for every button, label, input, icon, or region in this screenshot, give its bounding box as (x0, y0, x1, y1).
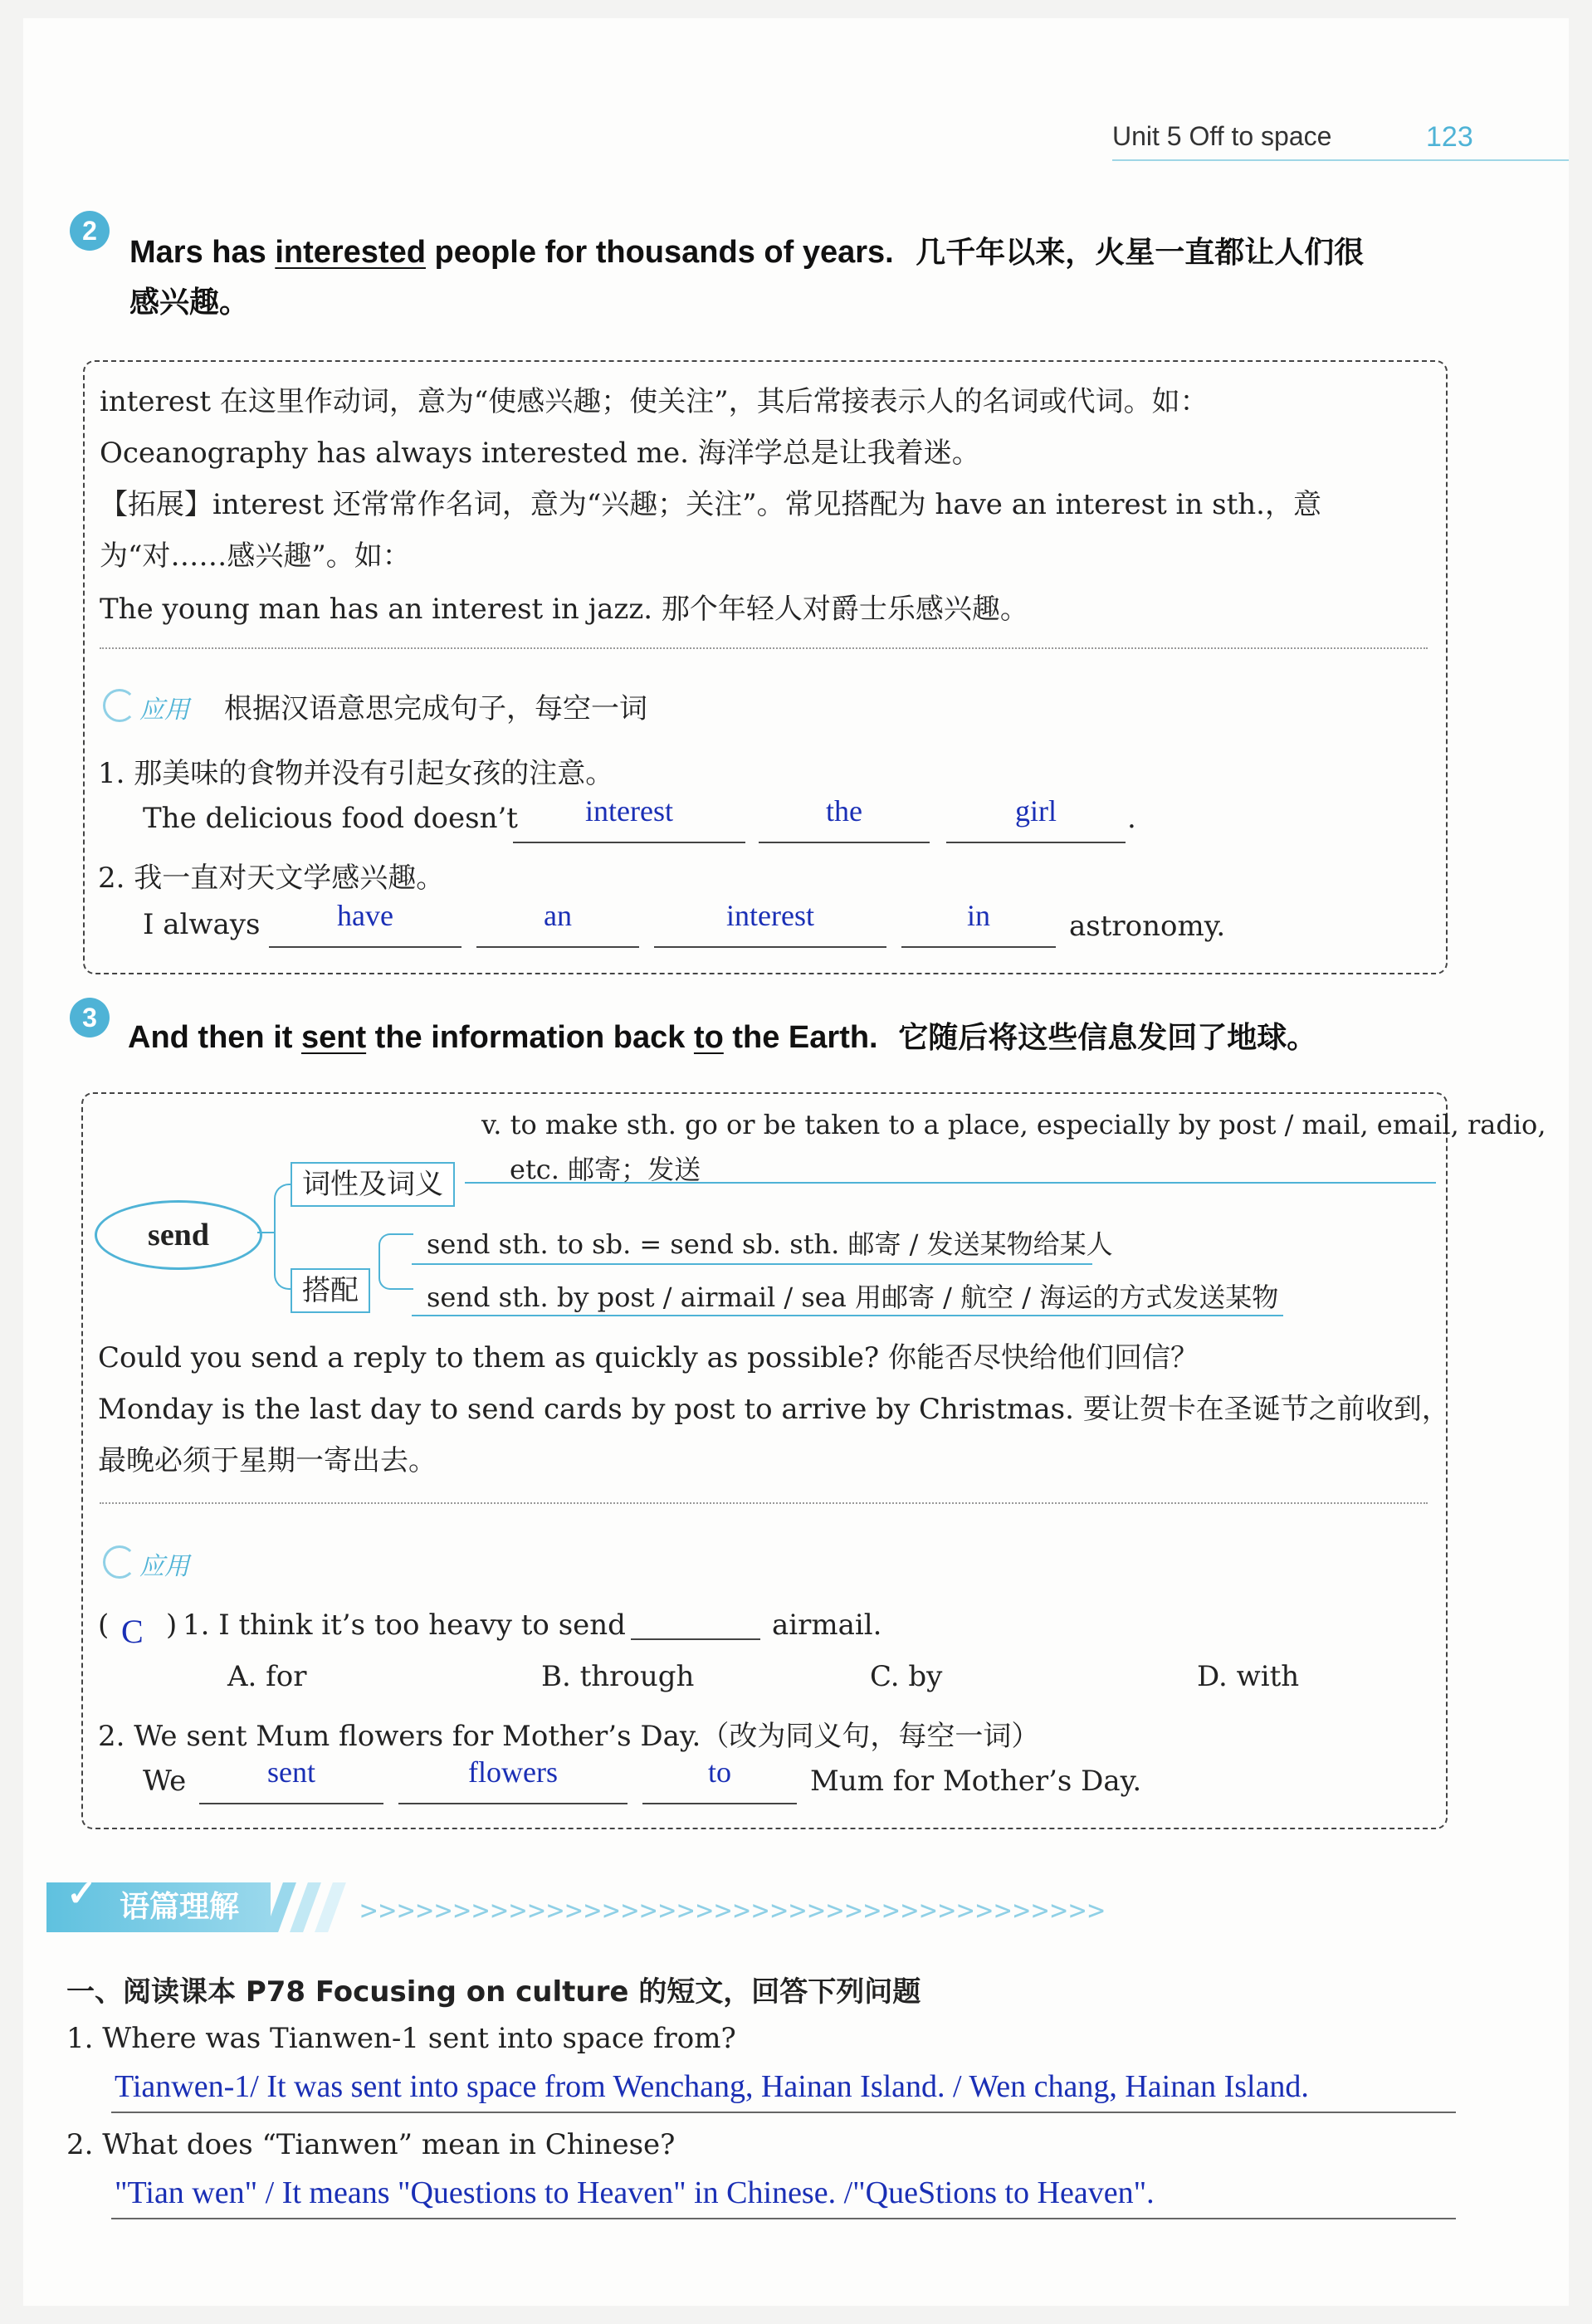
point-2-translation: 几千年以来，火星一直都让人们很 (916, 236, 1365, 270)
point-2-text-b: people (425, 235, 545, 270)
chevron-decoration: >>>>>>>>>>>>>>>>>>>>>>>>>>>>>>>>>>>>>>>> (360, 1894, 1106, 1927)
exercise-2-suffix: astronomy. (1069, 910, 1226, 943)
answer-blank[interactable]: flowers (398, 1755, 628, 1804)
reading-answer-1[interactable]: Tianwen-1/ It was sent into space from Wenchang, Hainan Island. / Wen chang, Hainan Island. (115, 2069, 1309, 2104)
note-divider (100, 647, 1428, 649)
point-3-translation: 它随后将这些信息发回了地球。 (898, 1021, 1317, 1055)
reading-answer-2[interactable]: "Tian wen" / It means "Questions to Heaven" in Chinese. /"QueStions to Heaven". (115, 2175, 1155, 2210)
apply-label: 应用 (139, 1552, 189, 1581)
mc-question-text: 1. I think it’s too heavy to send (183, 1609, 626, 1642)
point-2-text-c: for thousands of years. (545, 235, 894, 270)
mc-question-suffix: airmail. (772, 1609, 882, 1642)
question-blank (631, 1638, 760, 1640)
point-3-text-a: And then it (128, 1020, 301, 1055)
answer-line (111, 2112, 1456, 2113)
exercise-2-prefix: I always (143, 908, 261, 941)
option-c[interactable]: C. by (870, 1660, 943, 1693)
connector (412, 1263, 1092, 1265)
answer-blank[interactable]: an (476, 898, 639, 948)
exercise-2-chinese: 2. 我一直对天文学感兴趣。 (98, 862, 445, 895)
option-b[interactable]: B. through (541, 1660, 695, 1693)
collocation-1: send sth. to sb. = send sb. sth. 邮寄 / 发送某物给某人 (427, 1228, 1113, 1260)
tag-part-of-speech: 词性及词义 (291, 1162, 455, 1207)
answer-paren-left: ( (98, 1609, 110, 1642)
tag-collocation: 搭配 (291, 1268, 370, 1313)
note-divider (100, 1502, 1428, 1504)
rewrite-prefix: We (143, 1765, 187, 1798)
connector (412, 1315, 1283, 1316)
collocation-2: send sth. by post / airmail / sea 用邮寄 / 航空 / 海运的方式发送某物 (427, 1282, 1279, 1313)
section-title: 一、阅读课本 P78 Focusing on culture 的短文，回答下列问题 (66, 1975, 921, 2009)
apply-icon (103, 689, 136, 722)
answer-blank[interactable]: interest (654, 898, 886, 948)
answer-paren-right: ) (166, 1609, 178, 1642)
option-a[interactable]: A. for (227, 1660, 307, 1693)
rewrite-suffix: Mum for Mother’s Day. (810, 1765, 1142, 1798)
note-line-5: The young man has an interest in jazz. 那个年轻人对爵士乐感兴趣。 (100, 593, 1028, 626)
keyword-oval: send (95, 1200, 262, 1270)
answer-blank[interactable]: interest (513, 793, 745, 843)
definition-line-2: etc. 邮寄；发送 (510, 1154, 701, 1185)
note-line-2: Oceanography has always interested me. 海洋学总是让我着迷。 (100, 437, 980, 470)
example-2-cont: 最晚必须于星期一寄出去。 (98, 1444, 437, 1477)
reading-question-1: 1. Where was Tianwen-1 sent into space from? (66, 2022, 736, 2055)
definition-line-1: v. to make sth. go or be taken to a place, especially by post / mail, email, radio, (481, 1109, 1546, 1140)
apply-icon (103, 1545, 136, 1579)
note-line-3: 【拓展】interest 还常常作名词，意为“兴趣；关注”。常见搭配为 have an interest in sth.，意 (100, 488, 1321, 521)
point-number-2: 2 (70, 211, 110, 251)
example-1: Could you send a reply to them as quickly as possible? 你能否尽快给他们回信？ (98, 1341, 1199, 1374)
answer-blank[interactable]: sent (199, 1755, 383, 1804)
reading-question-2: 2. What does “Tianwen” mean in Chinese? (66, 2128, 676, 2161)
point-3-sentence (128, 1014, 1316, 1057)
check-icon: ✓ (66, 1873, 97, 1914)
exercise-1-english: The delicious food doesn’t (143, 802, 518, 835)
section-banner: 语篇理解 (46, 1882, 271, 1932)
point-2-sentence (129, 229, 1364, 271)
answer-blank[interactable]: to (642, 1755, 797, 1804)
note-line-1: interest 在这里作动词，意为“使感兴趣；使关注”，其后常接表示人的名词或代词。如： (100, 385, 1209, 418)
connector (274, 1184, 292, 1290)
point-2-text-a: Mars has (129, 235, 276, 270)
answer-blank[interactable]: in (901, 898, 1056, 948)
page-number: 123 (1426, 121, 1473, 153)
exercise-1-chinese: 1. 那美味的食物并没有引起女孩的注意。 (98, 757, 614, 790)
unit-title: Unit 5 Off to space (1112, 121, 1332, 151)
option-d[interactable]: D. with (1197, 1660, 1300, 1693)
answer-blank[interactable]: girl (946, 793, 1126, 843)
point-number-3: 3 (70, 998, 110, 1038)
point-2-translation-cont: 感兴趣。 (129, 286, 250, 320)
point-2-underlined-word: interested (275, 235, 426, 270)
point-3-text-c: the Earth. (723, 1020, 878, 1055)
header-divider (1112, 159, 1569, 161)
choice-answer[interactable]: C (121, 1613, 144, 1650)
answer-line (111, 2218, 1456, 2219)
note-line-4: 为“对……感兴趣”。如： (100, 540, 411, 573)
answer-blank[interactable]: have (269, 898, 461, 948)
point-3-underlined-word: sent (300, 1020, 367, 1055)
apply-instruction: 根据汉语意思完成句子，每空一词 (224, 692, 647, 725)
connector (378, 1233, 413, 1290)
point-3-underlined-word: to (693, 1020, 724, 1055)
example-2: Monday is the last day to send cards by post to arrive by Christmas. 要让贺卡在圣诞节之前收到， (98, 1393, 1450, 1426)
connector (257, 1232, 274, 1233)
period: . (1127, 802, 1136, 835)
apply-label: 应用 (139, 696, 189, 725)
answer-blank[interactable]: the (759, 793, 930, 843)
point-3-text-b: the information back (366, 1020, 694, 1055)
rewrite-question: 2. We sent Mum flowers for Mother’s Day.（改为同义句，每空一词） (98, 1720, 1040, 1753)
